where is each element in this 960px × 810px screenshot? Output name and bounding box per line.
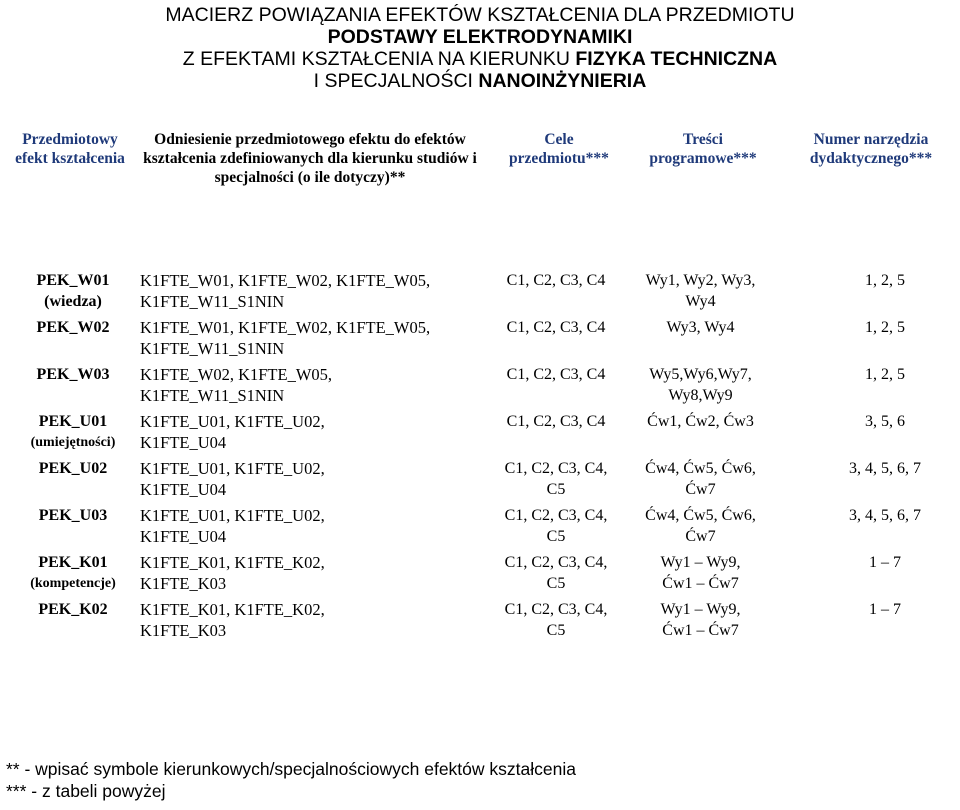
header-effect: Przedmiotowy efekt kształcenia bbox=[15, 131, 125, 167]
effect-code: PEK_U01 bbox=[38, 413, 108, 430]
goals-line-1: C1, C2, C3, C4 bbox=[506, 413, 606, 430]
course-name: PODSTAWY ELEKTRODYNAMIKI bbox=[327, 26, 633, 48]
reference-line-1: K1FTE_U01, K1FTE_U02, bbox=[140, 506, 325, 525]
tool-number: 3, 4, 5, 6, 7 bbox=[849, 460, 921, 477]
content-cell bbox=[618, 458, 783, 500]
header-goals: Cele przedmiotu*** bbox=[509, 131, 609, 167]
effect-cell bbox=[14, 270, 132, 312]
goals-line-2: C5 bbox=[546, 622, 566, 639]
content-line-1: Ćw1, Ćw2, Ćw3 bbox=[647, 413, 754, 430]
effect-cell bbox=[14, 505, 132, 526]
tool-number: 3, 4, 5, 6, 7 bbox=[849, 507, 921, 524]
title-line-4 bbox=[0, 70, 960, 92]
content-line-1: Wy1, Wy2, Wy3, bbox=[645, 272, 756, 289]
header-tool-number: Numer narzędzia dydaktycznego*** bbox=[809, 131, 933, 167]
tool-number-cell bbox=[785, 552, 955, 573]
reference-line-1: K1FTE_K01, K1FTE_K02, bbox=[140, 553, 325, 572]
reference-cell bbox=[140, 505, 490, 547]
document-title bbox=[0, 4, 960, 92]
effect-cell bbox=[14, 411, 132, 453]
content-cell bbox=[618, 505, 783, 547]
content-line-1: Wy1 – Wy9, bbox=[660, 554, 741, 571]
tool-number: 1 – 7 bbox=[869, 554, 901, 571]
content-cell bbox=[618, 364, 783, 406]
content-cell bbox=[618, 411, 783, 432]
reference-line-2: K1FTE_U04 bbox=[140, 527, 227, 546]
reference-cell bbox=[140, 364, 490, 406]
effect-cell bbox=[14, 317, 132, 338]
content-line-1: Ćw4, Ćw5, Ćw6, bbox=[645, 507, 756, 524]
content-line-2: Wy8,Wy9 bbox=[668, 387, 733, 404]
effect-category: (umiejętności) bbox=[30, 435, 116, 450]
effect-code: PEK_W03 bbox=[36, 366, 110, 383]
effect-cell bbox=[14, 458, 132, 479]
effect-code: PEK_U02 bbox=[38, 460, 108, 477]
title-line-2 bbox=[0, 26, 960, 48]
goals-line-1: C1, C2, C3, C4, bbox=[504, 601, 608, 618]
goals-line-1: C1, C2, C3, C4, bbox=[504, 460, 608, 477]
content-cell bbox=[618, 270, 783, 312]
reference-cell bbox=[140, 411, 490, 453]
tool-number-cell bbox=[785, 599, 955, 620]
content-line-2: Ćw7 bbox=[685, 528, 716, 545]
title-line-3 bbox=[0, 48, 960, 70]
goals-line-1: C1, C2, C3, C4 bbox=[506, 366, 606, 383]
reference-line-1: K1FTE_W01, K1FTE_W02, K1FTE_W05, bbox=[140, 318, 431, 337]
goals-line-1: C1, C2, C3, C4, bbox=[504, 507, 608, 524]
content-line-1: Ćw4, Ćw5, Ćw6, bbox=[645, 460, 756, 477]
reference-line-1: K1FTE_W02, K1FTE_W05, bbox=[140, 365, 333, 384]
content-line-2: Ćw7 bbox=[685, 481, 716, 498]
effect-code: PEK_W02 bbox=[36, 319, 110, 336]
goals-line-2: C5 bbox=[546, 481, 566, 498]
goals-line-1: C1, C2, C3, C4 bbox=[506, 319, 606, 336]
goals-line-1: C1, C2, C3, C4 bbox=[506, 272, 606, 289]
tool-number: 1, 2, 5 bbox=[865, 319, 905, 336]
content-cell bbox=[618, 552, 783, 594]
reference-cell bbox=[140, 317, 490, 359]
title-line-4-prefix: I SPECJALNOŚCI bbox=[313, 70, 479, 92]
header-reference: Odniesienie przedmiotowego efektu do efektów kształcenia zdefiniowanych dla kierunku studiów i specjalności (o ile dotyczy)** bbox=[143, 131, 477, 186]
title-line-3-prefix: Z EFEKTAMI KSZTAŁCENIA NA KIERUNKU bbox=[182, 48, 576, 70]
tool-number: 1, 2, 5 bbox=[865, 272, 905, 289]
goals-cell bbox=[490, 364, 622, 385]
tool-number-cell bbox=[785, 505, 955, 526]
reference-line-2: K1FTE_W11_S1NIN bbox=[140, 386, 285, 405]
reference-line-2: K1FTE_W11_S1NIN bbox=[140, 292, 285, 311]
goals-cell bbox=[490, 458, 622, 500]
content-cell bbox=[618, 317, 783, 338]
tool-number: 3, 5, 6 bbox=[865, 413, 905, 430]
reference-line-2: K1FTE_K03 bbox=[140, 574, 227, 593]
header-content: Treści programowe*** bbox=[649, 131, 757, 167]
effect-code: PEK_K02 bbox=[38, 601, 108, 618]
content-cell bbox=[618, 599, 783, 641]
goals-cell bbox=[490, 270, 622, 291]
effect-code: PEK_K01 bbox=[38, 554, 108, 571]
tool-number: 1, 2, 5 bbox=[865, 366, 905, 383]
tool-number: 1 – 7 bbox=[869, 601, 901, 618]
content-line-1: Wy5,Wy6,Wy7, bbox=[649, 366, 752, 383]
reference-line-1: K1FTE_W01, K1FTE_W02, K1FTE_W05, bbox=[140, 271, 431, 290]
goals-cell bbox=[490, 317, 622, 338]
content-line-2: Ćw1 – Ćw7 bbox=[662, 622, 739, 639]
content-line-1: Wy1 – Wy9, bbox=[660, 601, 741, 618]
reference-line-2: K1FTE_W11_S1NIN bbox=[140, 339, 285, 358]
reference-line-1: K1FTE_U01, K1FTE_U02, bbox=[140, 459, 325, 478]
field-name: FIZYKA TECHNICZNA bbox=[575, 48, 778, 70]
reference-cell bbox=[140, 599, 490, 641]
reference-line-1: K1FTE_U01, K1FTE_U02, bbox=[140, 412, 325, 431]
reference-line-2: K1FTE_U04 bbox=[140, 433, 227, 452]
effect-cell bbox=[14, 364, 132, 385]
tool-number-cell bbox=[785, 317, 955, 338]
reference-line-2: K1FTE_K03 bbox=[140, 621, 227, 640]
content-line-2: Ćw1 – Ćw7 bbox=[662, 575, 739, 592]
reference-cell bbox=[140, 552, 490, 594]
effect-category: (kompetencje) bbox=[30, 576, 116, 591]
effect-code: PEK_W01 bbox=[36, 272, 110, 289]
footnotes bbox=[6, 758, 576, 802]
reference-cell bbox=[140, 270, 490, 312]
tool-number-cell bbox=[785, 270, 955, 291]
effect-cell bbox=[14, 552, 132, 594]
specialty-name: NANOINŻYNIERIA bbox=[478, 70, 647, 92]
goals-cell bbox=[490, 552, 622, 594]
effect-cell bbox=[14, 599, 132, 620]
effect-category: (wiedza) bbox=[44, 293, 102, 310]
effect-code: PEK_U03 bbox=[38, 507, 108, 524]
reference-line-2: K1FTE_U04 bbox=[140, 480, 227, 499]
tool-number-cell bbox=[785, 458, 955, 479]
content-line-1: Wy3, Wy4 bbox=[666, 319, 735, 336]
goals-line-2: C5 bbox=[546, 575, 566, 592]
tool-number-cell bbox=[785, 411, 955, 432]
footnote-2: *** - z tabeli powyżej bbox=[6, 781, 166, 801]
reference-line-1: K1FTE_K01, K1FTE_K02, bbox=[140, 600, 325, 619]
footnote-1: ** - wpisać symbole kierunkowych/specjalnościowych efektów kształcenia bbox=[6, 759, 576, 779]
content-line-2: Wy4 bbox=[685, 293, 716, 310]
goals-cell bbox=[490, 505, 622, 547]
reference-cell bbox=[140, 458, 490, 500]
goals-cell bbox=[490, 411, 622, 432]
goals-cell bbox=[490, 599, 622, 641]
goals-line-1: C1, C2, C3, C4, bbox=[504, 554, 608, 571]
tool-number-cell bbox=[785, 364, 955, 385]
title-line-1: MACIERZ POWIĄZANIA EFEKTÓW KSZTAŁCENIA DLA PRZEDMIOTU bbox=[165, 4, 795, 26]
goals-line-2: C5 bbox=[546, 528, 566, 545]
